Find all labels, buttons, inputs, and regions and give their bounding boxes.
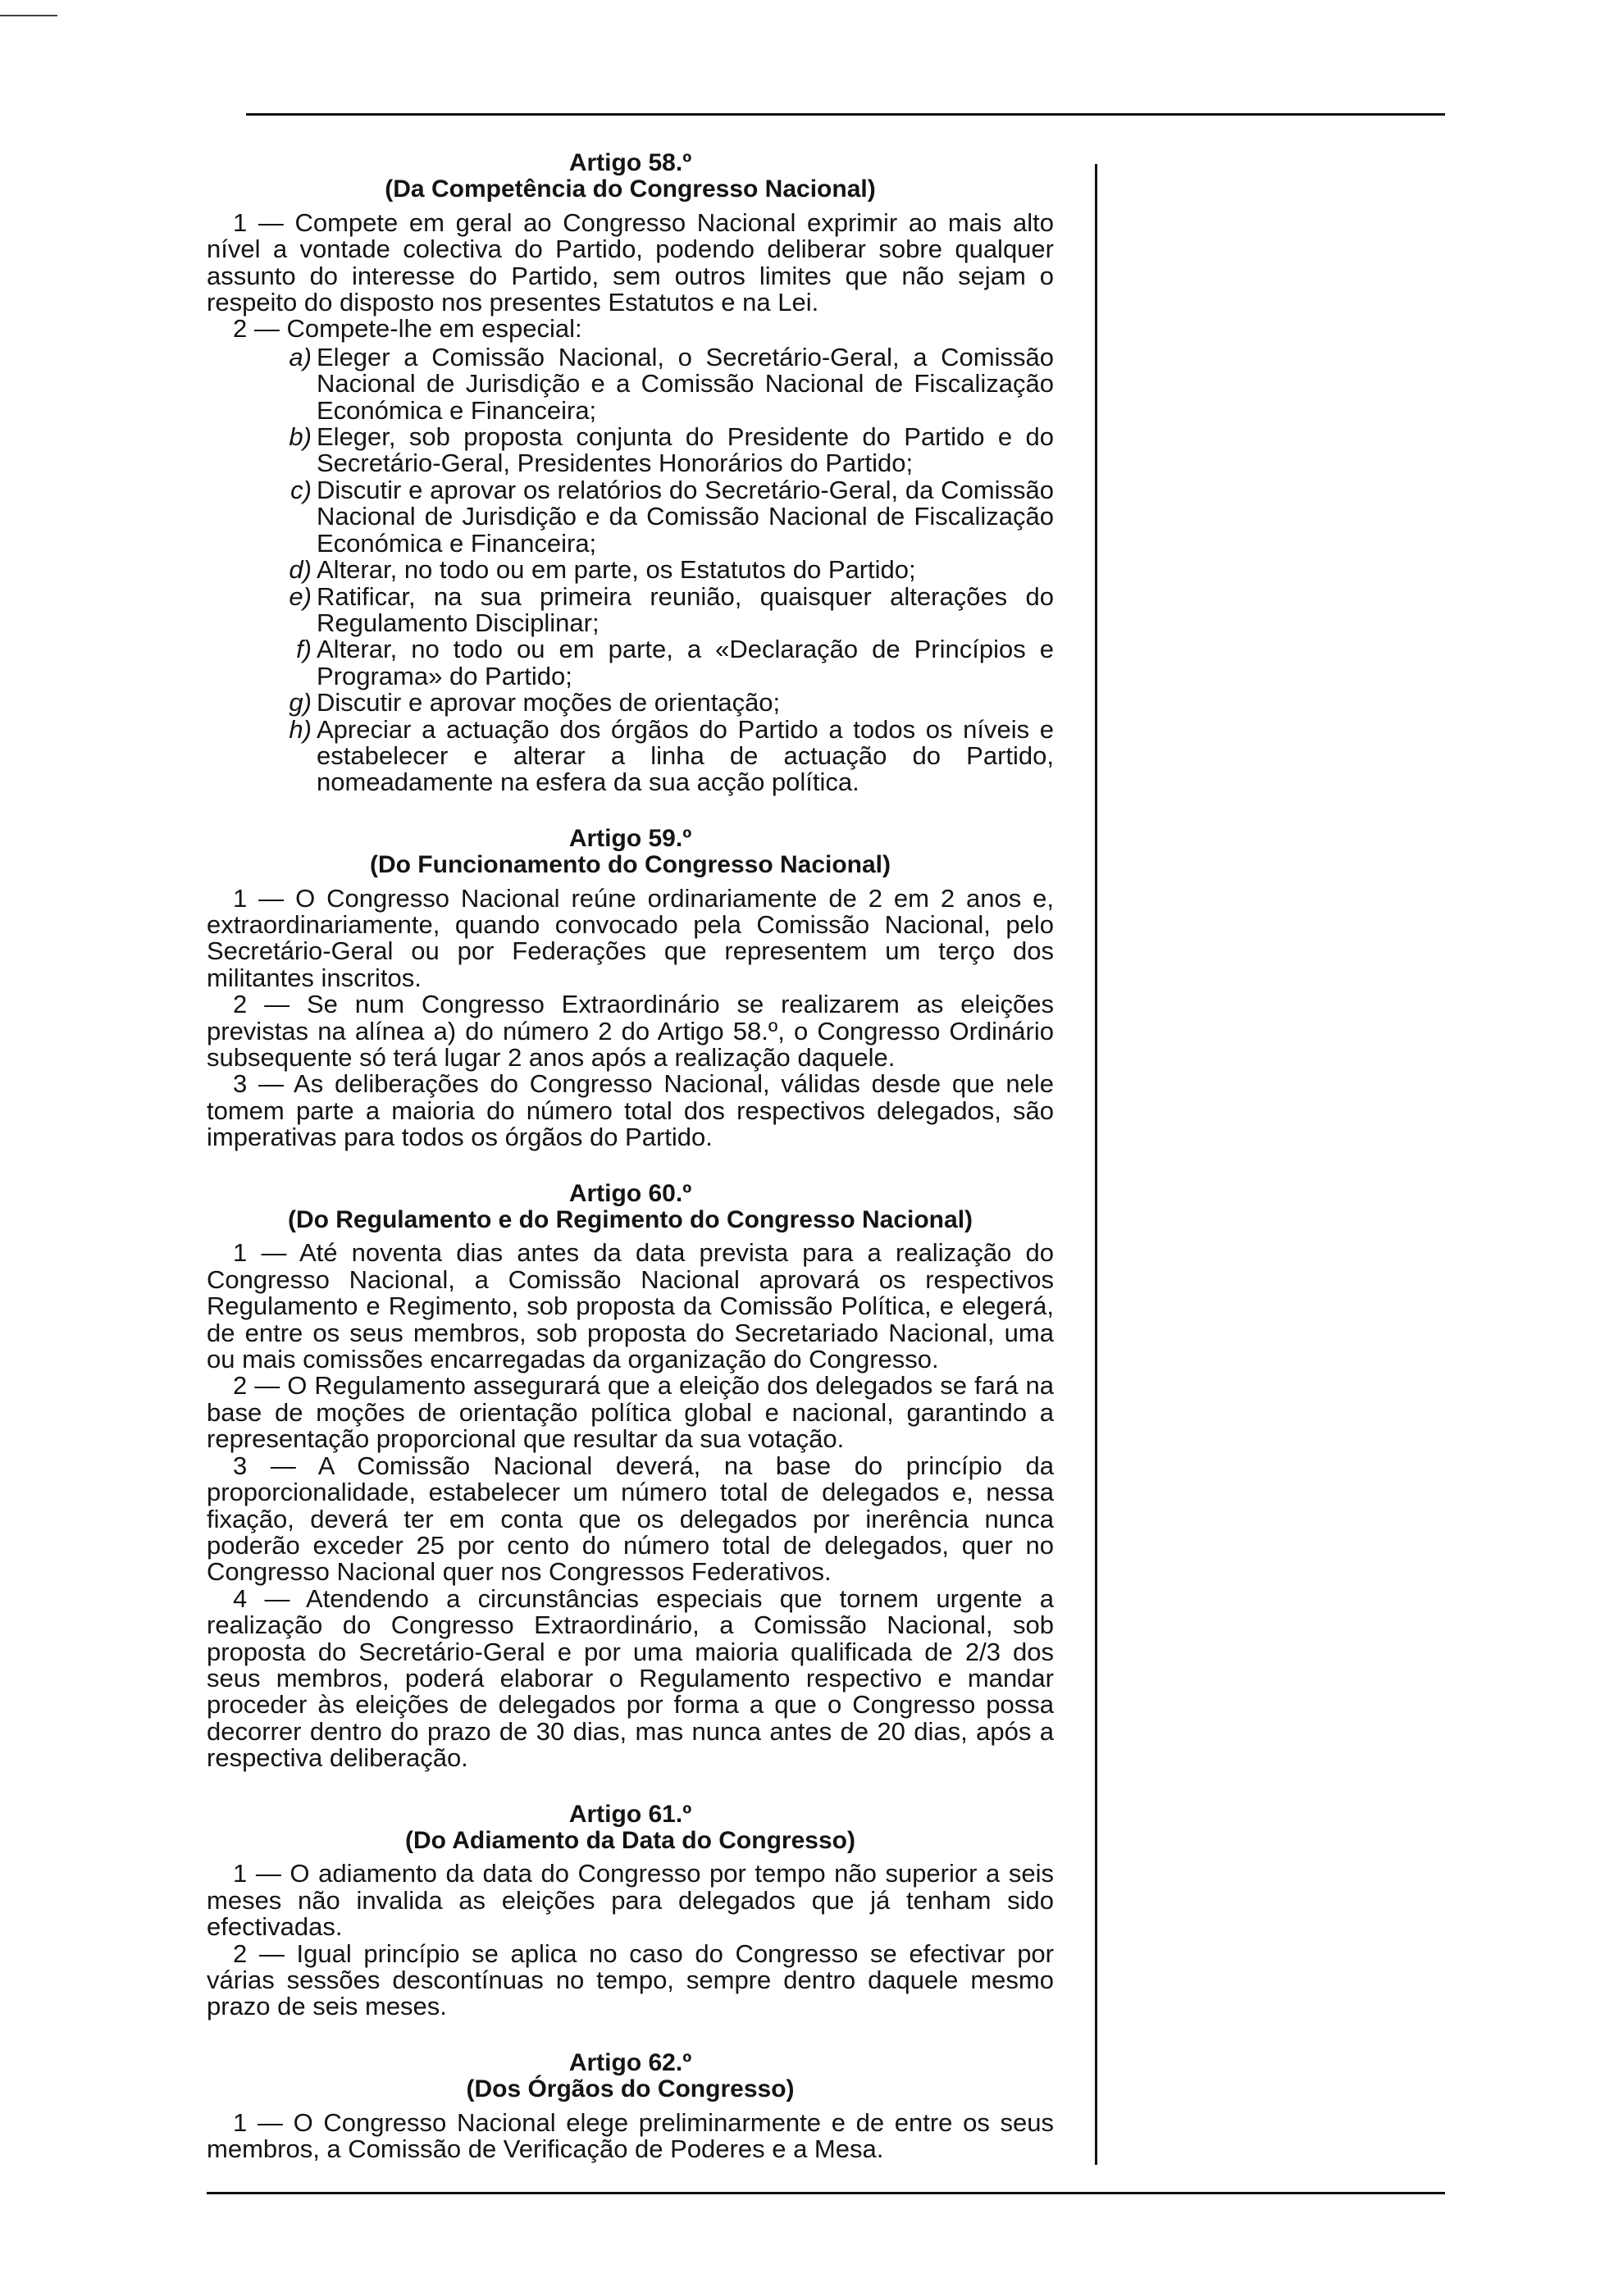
item-letter: g)	[289, 688, 312, 718]
paragraph: 1 — O Congresso Nacional elege preliminarmente e de entre os seus membros, a Comissão de Verificação de Poderes e a Mesa.	[207, 2107, 1054, 2164]
item-list	[207, 344, 1054, 796]
paragraph: 2 — Se num Congresso Extraordinário se realizarem as eleições previstas na alínea a) do número 2 do Artigo 58.º, o Congresso Ordinário subsequente só terá lugar 2 anos após a realização daquele.	[207, 990, 1054, 1072]
bottom-rule	[207, 2192, 1445, 2194]
paragraph: 1 — Até noventa dias antes da data prevista para a realização do Congresso Nacional, a Comissão Nacional aprovará os respectivos Regulamento e Regimento, sob proposta da Comissão Política, e elegerá, de entre os seus membros, sob proposta do Secretariado Nacional, uma ou mais comissões encarregadas da organização do Congresso.	[207, 1238, 1054, 1374]
item-text: Discutir e aprovar os relatórios do Secretário-Geral, da Comissão Nacional de Jurisdição e da Comissão Nacional de Fiscalização Económica e Financeira;	[317, 475, 1054, 558]
item-letter: b)	[289, 422, 312, 452]
item-text: Ratificar, na sua primeira reunião, quaisquer alterações do Regulamento Disciplinar;	[317, 581, 1054, 637]
list-item	[207, 557, 1054, 583]
item-text: Apreciar a actuação dos órgãos do Partido a todos os níveis e estabelecer e alterar a linha de actuação do Partido, nomeadamente na esfera da sua acção política.	[317, 714, 1054, 797]
list-item	[207, 344, 1054, 424]
item-text: Eleger a Comissão Nacional, o Secretário-Geral, a Comissão Nacional de Jurisdição e a Comissão Nacional de Fiscalização Económica e Financeira;	[317, 342, 1054, 425]
article-60	[207, 1181, 1054, 1772]
list-item	[207, 424, 1054, 477]
article-subtitle: (Do Funcionamento do Congresso Nacional)	[369, 851, 891, 879]
item-text: Discutir e aprovar moções de orientação;	[317, 688, 781, 718]
paragraph: 1 — O Congresso Nacional reúne ordinariamente de 2 em 2 anos e, extraordinariamente, quando convocado pela Comissão Nacional, pelo Secretário-Geral ou por Federações que representem um terço dos militantes inscritos.	[207, 883, 1054, 992]
article-59	[207, 826, 1054, 1151]
article-title: Artigo 58.º	[568, 149, 692, 176]
list-item	[207, 636, 1054, 690]
paragraph: 3 — As deliberações do Congresso Nacional, válidas desde que nele tomem parte a maioria do número total dos respectivos delegados, são imperativas para todos os órgãos do Partido.	[207, 1069, 1054, 1152]
paragraph: 4 — Atendendo a circunstâncias especiais que tornem urgente a realização do Congresso Extraordinário, a Comissão Nacional, sob proposta do Secretário-Geral e por uma maioria qualificada de 2/3 dos seus membros, poderá elaborar o Regulamento respectivo e mandar proceder às eleições de delegados por forma a que o Congresso possa decorrer dentro do prazo de 30 dias, mas nunca antes de 20 dias, após a respectiva deliberação.	[207, 1583, 1054, 1773]
item-letter: d)	[289, 555, 312, 585]
column-rule	[1095, 164, 1097, 2165]
article-title: Artigo 62.º	[568, 2048, 692, 2076]
item-letter: c)	[290, 475, 312, 504]
list-item	[207, 581, 1054, 637]
item-letter: h)	[289, 714, 312, 744]
item-text: Alterar, no todo ou em parte, a «Declaração de Princípios e Programa» do Partido;	[317, 635, 1054, 690]
article-58	[207, 150, 1054, 796]
article-61	[207, 1802, 1054, 2020]
paragraph: 3 — A Comissão Nacional deverá, na base do princípio da proporcionalidade, estabelecer um número total de delegados e, nessa fixação, deverá ter em conta que os delegados por inerência nunca poderão exceder 25 por cento do número total de delegados, quer no Congresso Nacional quer nos Congressos Federativos.	[207, 1451, 1054, 1587]
paragraph: 2 — Igual princípio se aplica no caso do Congresso se efectivar por várias sessões descontínuas no tempo, sempre dentro daquele mesmo prazo de seis meses.	[207, 1938, 1054, 2021]
article-62	[207, 2050, 1054, 2163]
paragraph: 1 — O adiamento da data do Congresso por tempo não superior a seis meses não invalida as eleições para delegados que já tenham sido efectivadas.	[207, 1859, 1054, 1942]
paragraph: 2 — Compete-lhe em especial:	[233, 314, 582, 344]
item-text: Alterar, no todo ou em parte, os Estatutos do Partido;	[317, 555, 916, 585]
list-item	[207, 714, 1054, 797]
item-letter: f)	[296, 635, 312, 664]
list-item	[207, 477, 1054, 557]
item-letter: e)	[289, 581, 312, 611]
article-title: Artigo 60.º	[568, 1179, 692, 1207]
paragraph: 2 — O Regulamento assegurará que a eleição dos delegados se fará na base de moções de orientação política global e nacional, garantindo a representação proporcional que resultar da sua votação.	[207, 1371, 1054, 1454]
item-letter: a)	[289, 342, 312, 371]
article-subtitle: (Do Regulamento e do Regimento do Congresso Nacional)	[287, 1206, 973, 1234]
scan-mark	[0, 15, 57, 16]
article-title: Artigo 59.º	[568, 824, 692, 852]
article-title: Artigo 61.º	[568, 1800, 692, 1828]
paragraph: 1 — Compete em geral ao Congresso Nacional exprimir ao mais alto nível a vontade colectiva do Partido, podendo deliberar sobre qualquer assunto do interesse do Partido, sem outros limites que não sejam o respeito do disposto nos presentes Estatutos e na Lei.	[207, 207, 1054, 317]
article-subtitle: (Da Competência do Congresso Nacional)	[385, 175, 876, 203]
text-column	[207, 150, 1054, 2162]
list-item	[207, 690, 1054, 716]
top-rule	[246, 113, 1445, 116]
article-subtitle: (Dos Órgãos do Congresso)	[466, 2075, 795, 2103]
item-text: Eleger, sob proposta conjunta do Presidente do Partido e do Secretário-Geral, Presidentes Honorários do Partido;	[317, 422, 1054, 478]
article-subtitle: (Do Adiamento da Data do Congresso)	[405, 1826, 855, 1854]
